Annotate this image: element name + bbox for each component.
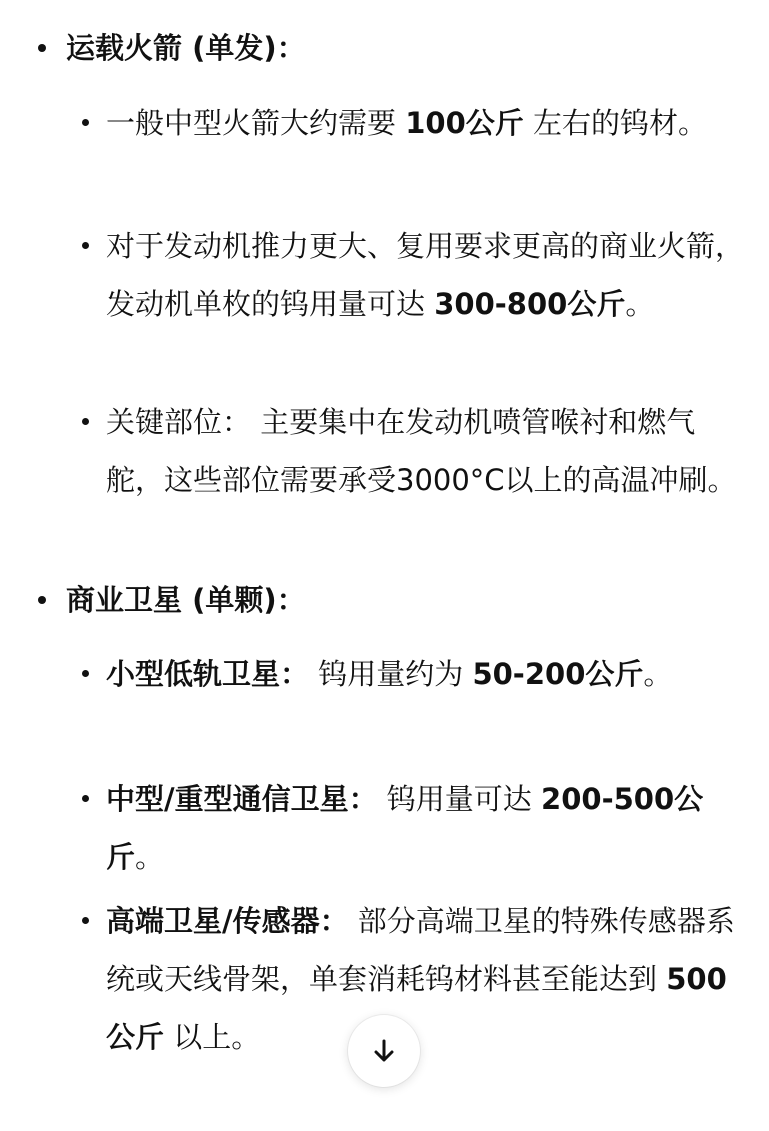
bullet-dot bbox=[38, 596, 46, 604]
section-rockets bbox=[0, 19, 769, 77]
list-item bbox=[66, 217, 749, 333]
section-heading: 运载火箭 (单发)： bbox=[66, 31, 306, 65]
list-item bbox=[66, 94, 749, 152]
bullet-dot bbox=[82, 917, 89, 924]
list-item bbox=[66, 645, 749, 703]
scroll-to-bottom-button[interactable] bbox=[348, 1015, 420, 1087]
arrow-down-icon bbox=[369, 1036, 399, 1066]
item-text: 对于发动机推力更大、复用要求更高的商业火箭，发动机单枚的钨用量可达 300-800公斤。 bbox=[106, 229, 745, 321]
bullet-dot bbox=[82, 242, 89, 249]
item-text: 小型低轨卫星： 钨用量约为 50-200公斤。 bbox=[106, 657, 673, 691]
section-satellites bbox=[0, 571, 769, 629]
item-text: 关键部位： 主要集中在发动机喷管喉衬和燃气舵，这些部位需要承受3000°C以上的高温冲刷。 bbox=[106, 405, 737, 497]
list-item bbox=[66, 770, 749, 886]
bullet-dot bbox=[82, 670, 89, 677]
list-item bbox=[66, 393, 749, 509]
bullet-dot bbox=[82, 795, 89, 802]
item-text: 中型/重型通信卫星： 钨用量可达 200-500公斤。 bbox=[106, 782, 704, 874]
bullet-dot bbox=[82, 119, 89, 126]
bullet-dot bbox=[38, 44, 46, 52]
bullet-dot bbox=[82, 418, 89, 425]
item-text: 一般中型火箭大约需要 100公斤 左右的钨材。 bbox=[106, 106, 707, 140]
item-text: 高端卫星/传感器： 部分高端卫星的特殊传感器系统或天线骨架，单套消耗钨材料甚至能达到 500公斤 以上。 bbox=[106, 904, 735, 1054]
section-heading: 商业卫星 (单颗)： bbox=[66, 583, 306, 617]
